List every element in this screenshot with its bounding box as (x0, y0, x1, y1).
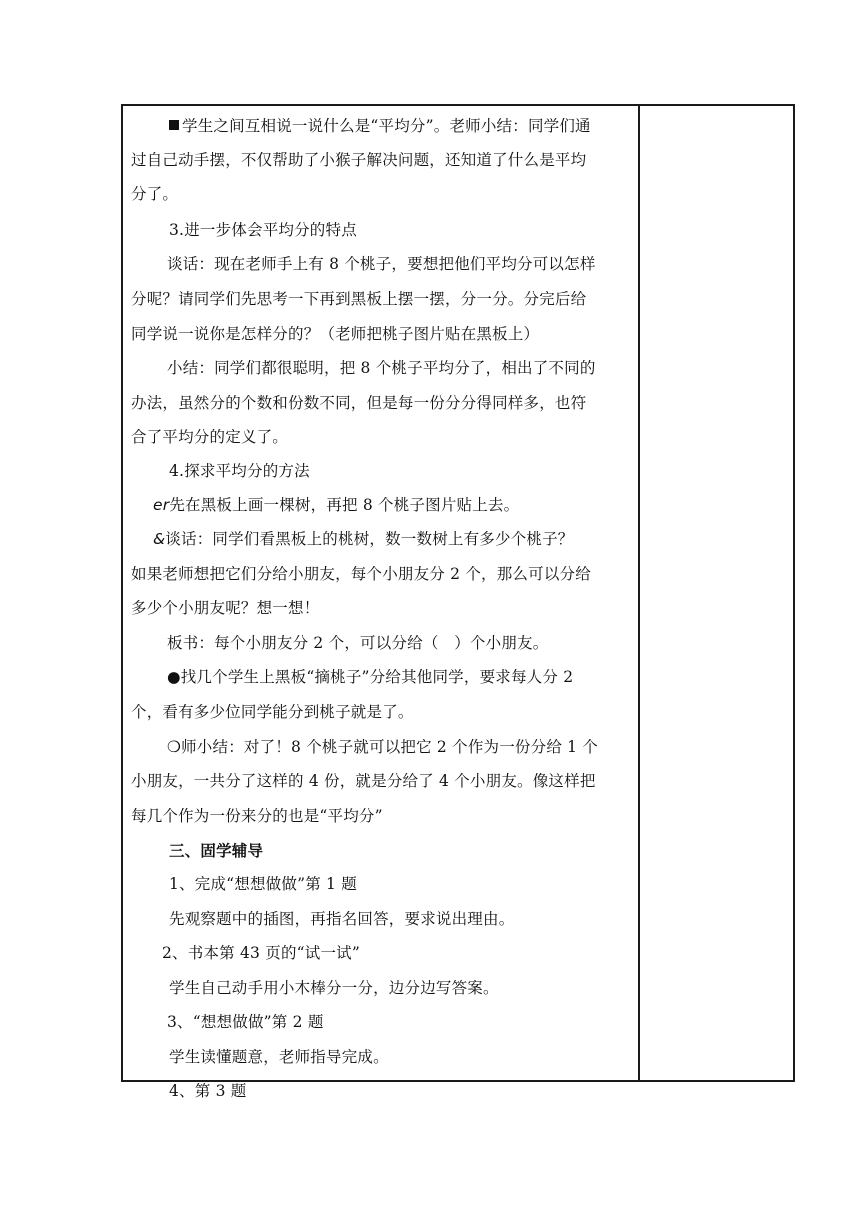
square-bullet-icon (169, 120, 179, 130)
hollow-circle-bullet-icon: ❍ (167, 738, 182, 756)
paragraph-line: 办法，虽然分的个数和份数不同，但是每一份分分得同样多，也符 (131, 394, 587, 412)
lesson-table (121, 104, 795, 1100)
round-bullet-icon: ● (167, 668, 181, 686)
ampersand-icon: & (153, 530, 166, 548)
list-item: 3、“想想做做”第 2 题 (167, 1013, 324, 1031)
paragraph-line: 如果老师想把它们分给小朋友，每个小朋友分 2 个，那么可以分给 (131, 565, 591, 583)
list-item: 4、第 3 题 (169, 1082, 247, 1100)
paragraph-line: 同学说一说你是怎样分的？（老师把桃子图片贴在黑板上） (131, 325, 540, 343)
paragraph-line: 每几个作为一份来分的也是“平均分” (131, 807, 383, 825)
paragraph-line: 学生自己动手用小木棒分一分，边分边写答案。 (169, 979, 499, 997)
script-er-icon: er (153, 496, 170, 514)
paragraph-line: er先在黑板上画一棵树，再把 8 个桃子图片贴上去。 (153, 496, 520, 514)
paragraph-line: 个，看有多少位同学能分到桃子就是了。 (131, 703, 414, 721)
section-heading: 三、固学辅导 (169, 842, 264, 860)
paragraph-line: 板书：每个小朋友分 2 个，可以分给（ ）个小朋友。 (167, 634, 549, 652)
paragraph-line: 学生之间互相说一说什么是“平均分”。老师小结：同学们通 (169, 116, 591, 136)
paragraph-line: 学生读懂题意，老师指导完成。 (169, 1048, 389, 1066)
notes-cell (640, 106, 793, 1080)
paragraph-line: ❍师小结：对了！8 个桃子就可以把它 2 个作为一份分给 1 个 (167, 738, 599, 756)
paragraph-line: 过自己动手摆，不仅帮助了小猴子解决问题，还知道了什么是平均 (131, 151, 587, 169)
paragraph-line: ●找几个学生上黑板“摘桃子”分给其他同学，要求每人分 2 (167, 668, 574, 686)
paragraph-line: 谈话：现在老师手上有 8 个桃子，要想把他们平均分可以怎样 (167, 255, 596, 273)
section-heading: 3.进一步体会平均分的特点 (169, 221, 357, 239)
section-heading: 4.探求平均分的方法 (169, 462, 310, 480)
paragraph-line: &谈话：同学们看黑板上的桃树，数一数树上有多少个桃子？ (153, 530, 574, 548)
paragraph-line: 分了。 (131, 185, 179, 203)
paragraph-line: 先观察题中的插图，再指名回答，要求说出理由。 (169, 910, 515, 928)
paragraph-line: 小结：同学们都很聪明，把 8 个桃子平均分了，相出了不同的 (167, 359, 596, 377)
paragraph-line: 多少个小朋友呢？想一想！ (131, 599, 320, 617)
list-item: 1、完成“想想做做”第 1 题 (169, 875, 357, 893)
paragraph-line: 合了平均分的定义了。 (131, 428, 289, 446)
paragraph-line: 分呢？请同学们先思考一下再到黑板上摆一摆，分一分。分完后给 (131, 290, 587, 308)
list-item: 2、书本第 43 页的“试一试” (162, 944, 360, 962)
paragraph-line: 小朋友，一共分了这样的 4 份，就是分给了 4 个小朋友。像这样把 (131, 772, 596, 790)
